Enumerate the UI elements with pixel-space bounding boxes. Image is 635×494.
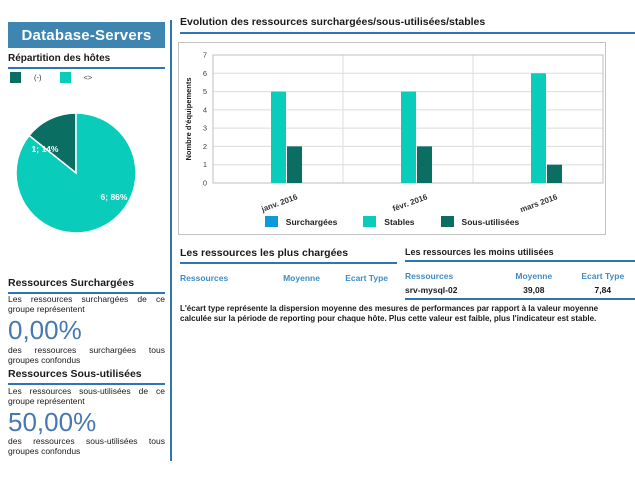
column-header: Ressources	[180, 273, 229, 283]
y-tick-label: 0	[202, 178, 207, 188]
bar-legend-item	[441, 216, 520, 227]
table-least-used-columns	[405, 271, 635, 281]
pie-data-label: 6; 86%	[100, 192, 128, 202]
bar-chart-svg	[179, 43, 605, 234]
pie-legend-label: <>	[83, 73, 93, 82]
table-least-used-rows	[405, 285, 635, 300]
group-title-box	[8, 22, 165, 48]
overloaded-percentage: 0,00%	[8, 315, 82, 345]
table-most-loaded	[180, 247, 397, 283]
bar-Sous-utilisées	[287, 146, 302, 183]
x-tick-label: févr. 2016	[391, 192, 429, 214]
bar-legend-item	[265, 216, 338, 227]
column-header: Moyenne	[515, 271, 553, 281]
pie-legend-label: (-)	[34, 73, 42, 82]
pie-legend	[10, 72, 92, 83]
legend-swatch-icon	[10, 72, 21, 83]
y-tick-label: 1	[202, 160, 207, 170]
pie-chart	[14, 111, 138, 235]
bar-Stables	[401, 92, 416, 183]
bar-Stables	[271, 92, 286, 183]
y-tick-label: 3	[202, 123, 207, 133]
y-tick-label: 7	[202, 50, 207, 60]
bar-chart-title: Evolution des ressources surchargées/sous-utilisées/stables	[180, 16, 635, 34]
column-header: Ecart Type	[345, 273, 389, 283]
pie-data-label: 1; 14%	[31, 144, 59, 154]
table-most-loaded-title: Les ressources les plus chargées	[180, 247, 397, 264]
bar-legend-label: Sous-utilisées	[461, 216, 520, 227]
y-axis-title: Nombre d'équipements	[184, 77, 193, 161]
group-title: Database-Servers	[21, 26, 152, 44]
underused-intro-text: Les ressources sous-utilisées de ce groupe représentent	[8, 386, 165, 407]
y-tick-label: 6	[202, 68, 207, 78]
y-tick-label: 4	[202, 105, 207, 115]
table-cell: 39,08	[523, 285, 545, 295]
table-cell: srv-mysql-02	[405, 285, 458, 295]
pie-section-title: Répartition des hôtes	[8, 53, 165, 69]
table-least-used	[405, 247, 635, 300]
bar-legend-label: Stables	[384, 216, 415, 227]
pie-chart-svg	[14, 111, 138, 235]
y-tick-label: 5	[202, 87, 207, 97]
overloaded-intro-text: Les ressources surchargées de ce groupe représentent	[8, 294, 165, 315]
underused-section-title: Ressources Sous-utilisées	[8, 368, 165, 385]
pie-legend-item	[10, 72, 42, 83]
bar-legend-item	[363, 216, 414, 227]
overloaded-section-title: Ressources Surchargées	[8, 277, 165, 294]
y-tick-label: 2	[202, 141, 207, 151]
bar-legend-label: Surchargées	[285, 216, 338, 227]
table-most-loaded-columns	[180, 273, 397, 283]
legend-swatch-icon	[363, 216, 376, 227]
overloaded-outro-text: des ressources surchargées tous groupes confondus	[8, 345, 165, 366]
bar-Stables	[531, 73, 546, 183]
underused-percentage: 50,00%	[8, 407, 97, 437]
bar-Sous-utilisées	[547, 165, 562, 183]
table-least-used-title: Les ressources les moins utilisées	[405, 247, 635, 262]
legend-swatch-icon	[265, 216, 278, 227]
column-header: Ecart Type	[581, 271, 625, 281]
bar-Sous-utilisées	[417, 146, 432, 183]
underused-outro-text: des ressources sous-utilisées tous groupes confondus	[8, 436, 165, 457]
pie-legend-item	[60, 72, 93, 83]
x-tick-label: mars 2016	[518, 192, 559, 215]
column-header: Ressources	[405, 271, 454, 281]
bar-chart-legend	[179, 216, 605, 227]
legend-swatch-icon	[60, 72, 71, 83]
column-header: Moyenne	[283, 273, 320, 283]
bar-chart	[178, 42, 606, 235]
x-tick-label: janv. 2016	[260, 192, 299, 214]
legend-swatch-icon	[441, 216, 454, 227]
table-cell: 7,84	[594, 285, 612, 295]
column-divider	[170, 20, 172, 461]
table-row	[405, 285, 635, 300]
ecart-type-footnote: L'écart type représente la dispersion moyenne des mesures de performances par rapport à la valeur moyenne calculée sur la période de reporting pour chaque hôte. Plus cette valeur est faible, plus l'indicateur est stable.	[180, 304, 599, 324]
